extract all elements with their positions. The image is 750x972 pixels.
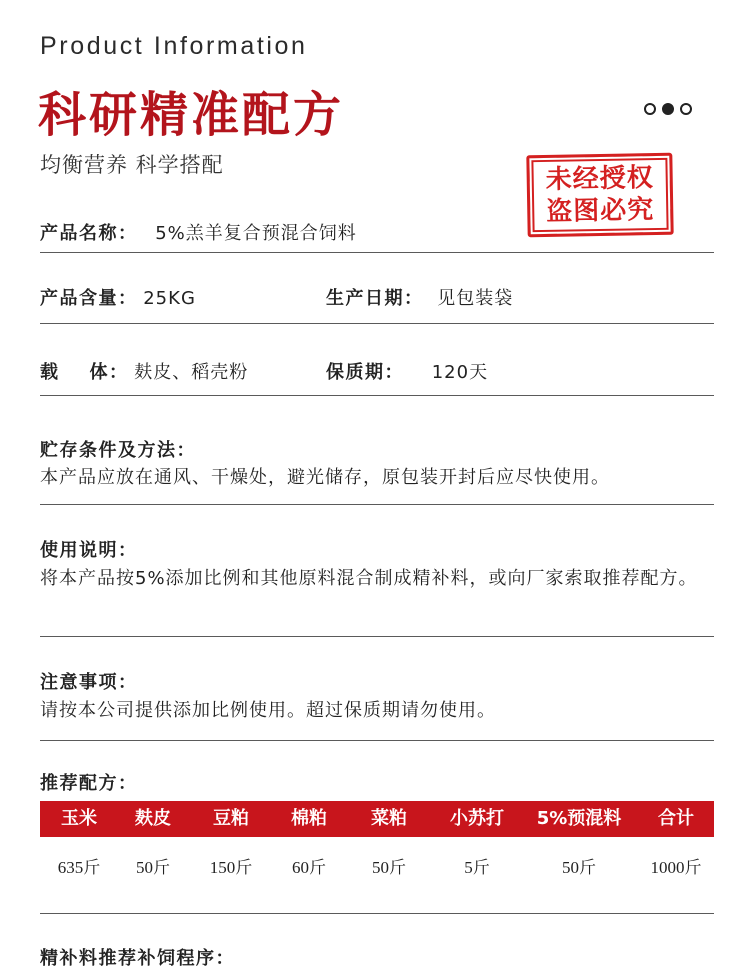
table-cell: 50斤 <box>136 858 170 877</box>
carrier-label-second: 体： <box>89 362 129 383</box>
column-header: 小苏打 <box>450 808 504 829</box>
dot-indicator <box>680 103 692 115</box>
storage-text: 本产品应放在通风、干燥处，避光储存，原包装开封后应尽快使用。 <box>40 467 610 488</box>
carrier-value: 麸皮、稻壳粉 <box>134 362 249 383</box>
divider <box>40 504 714 505</box>
column-header: 合计 <box>658 808 694 829</box>
product-name-row <box>40 219 357 245</box>
shelf-life-row <box>326 358 488 384</box>
table-cell: 5斤 <box>464 858 490 877</box>
production-date-row <box>326 284 513 310</box>
table-cell: 60斤 <box>292 858 326 877</box>
feeding-heading: 精补料推荐补饲程序： <box>40 948 235 969</box>
column-header: 麸皮 <box>135 808 171 829</box>
shelf-life-value: 120天 <box>431 362 489 383</box>
product-name-label: 产品名称： <box>40 223 138 244</box>
divider <box>40 740 714 741</box>
divider <box>40 636 714 637</box>
stamp-line-2: 盗图必究 <box>546 195 655 227</box>
date-label: 生产日期： <box>326 288 424 309</box>
table-cell: 150斤 <box>209 858 253 877</box>
carrier-label-first: 载 <box>40 362 60 383</box>
usage-text: 将本产品按5%添加比例和其他原料混合制成精补料，或向厂家索取推荐配方。 <box>40 568 698 589</box>
column-header: 菜粕 <box>371 808 407 829</box>
divider <box>40 323 714 324</box>
product-content-row <box>40 284 196 310</box>
dot-indicator <box>644 103 656 115</box>
table-cell: 50斤 <box>372 858 406 877</box>
pagination-dots <box>644 103 692 115</box>
product-name-value: 5%羔羊复合预混合饲料 <box>155 223 357 244</box>
page-subtitle: 均衡营养 科学搭配 <box>40 153 224 177</box>
content-value: 25KG <box>143 288 196 309</box>
table-cell: 1000斤 <box>650 858 702 877</box>
dot-indicator-active <box>662 103 674 115</box>
formula-heading: 推荐配方： <box>40 773 138 794</box>
storage-heading: 贮存条件及方法： <box>40 440 196 461</box>
divider <box>40 252 714 253</box>
copyright-stamp <box>526 153 673 238</box>
column-header: 豆粕 <box>213 808 249 829</box>
column-header: 玉米 <box>61 808 97 829</box>
notes-text: 请按本公司提供添加比例使用。超过保质期请勿使用。 <box>40 700 496 721</box>
column-header: 棉粕 <box>291 808 327 829</box>
shelf-life-label: 保质期： <box>326 362 404 383</box>
formula-table-header <box>40 801 714 837</box>
eyebrow-text: Product Information <box>40 32 308 60</box>
notes-heading: 注意事项： <box>40 672 138 693</box>
column-header: 5%预混料 <box>536 808 622 829</box>
divider <box>40 913 714 914</box>
table-cell: 635斤 <box>57 858 101 877</box>
stamp-line-1: 未经授权 <box>545 163 654 195</box>
table-cell: 50斤 <box>562 858 596 877</box>
usage-heading: 使用说明： <box>40 540 138 561</box>
content-label: 产品含量： <box>40 288 138 309</box>
carrier-row <box>40 358 248 384</box>
page-title: 科研精准配方 <box>38 87 345 143</box>
divider <box>40 395 714 396</box>
date-value: 见包装袋 <box>437 288 514 309</box>
